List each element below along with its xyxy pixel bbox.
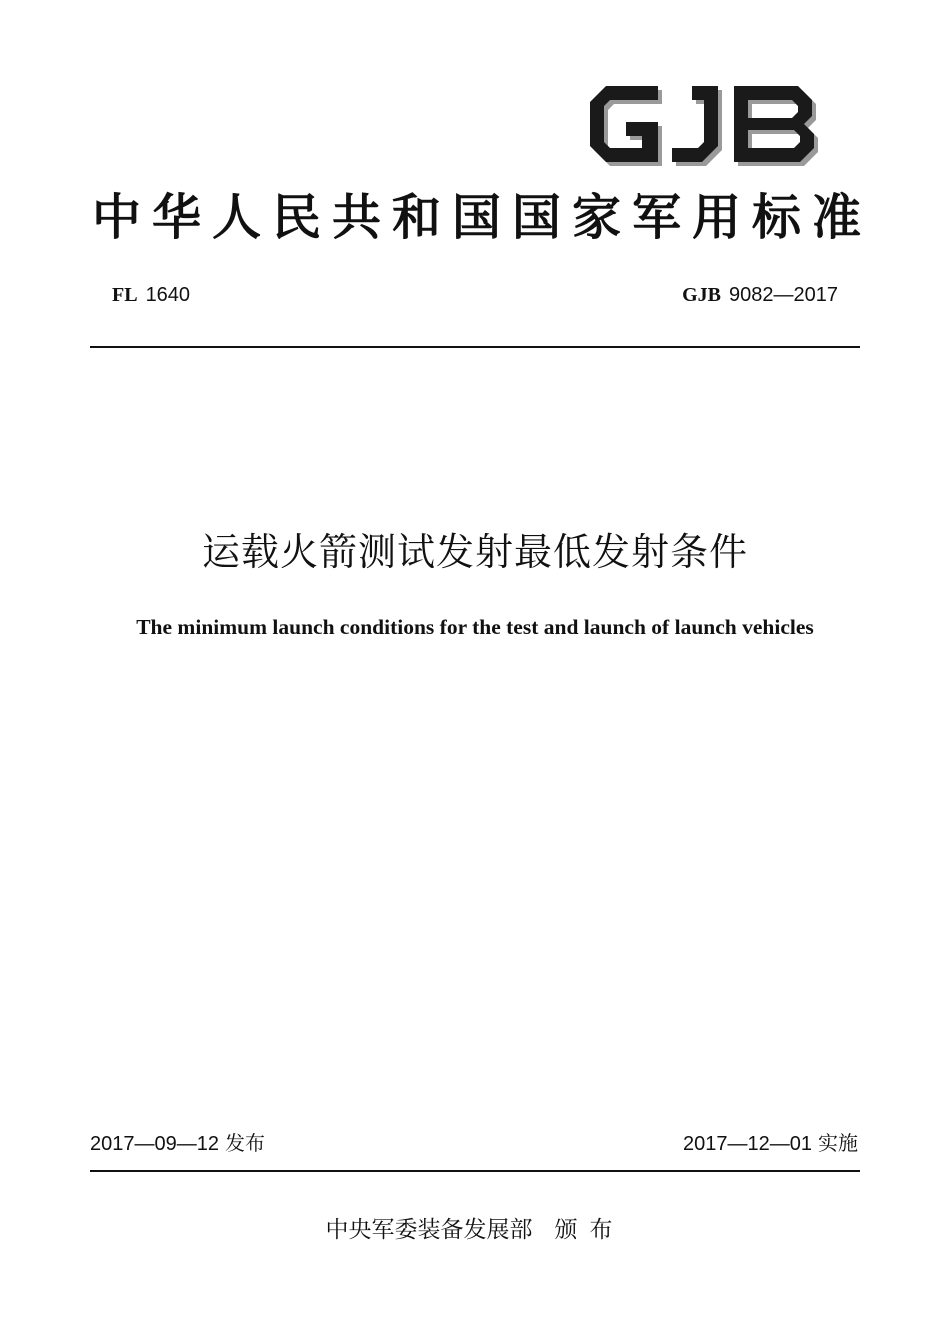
footer-divider (90, 1170, 860, 1172)
document-title-chinese: 运载火箭测试发射最低发射条件 (201, 530, 748, 574)
standard-prefix: GJB (682, 284, 722, 306)
header-divider (90, 346, 860, 348)
gjb-logo (580, 72, 832, 176)
standard-code (682, 280, 838, 308)
org-title: 中华人民共和国国家军用标准 (92, 189, 873, 246)
document-title-english: The minimum launch conditions for the test and launch of launch vehicles (136, 615, 814, 639)
effective-date-row (683, 1128, 858, 1158)
issuer-name: 中央军委装备发展部 (325, 1217, 533, 1243)
classification-number: 1640 (145, 284, 191, 306)
effective-label: 实施 (818, 1131, 858, 1155)
classification-code (112, 280, 190, 308)
issue-date: 2017—09—12 (90, 1133, 219, 1155)
issuer-line (0, 1212, 950, 1248)
issue-label: 发布 (224, 1131, 265, 1155)
effective-date: 2017—12—01 (683, 1133, 812, 1155)
classification-prefix: FL (112, 284, 138, 306)
issue-date-row (90, 1128, 265, 1158)
standard-number: 9082—2017 (729, 284, 838, 306)
issuer-verb: 颁布 (554, 1217, 625, 1243)
